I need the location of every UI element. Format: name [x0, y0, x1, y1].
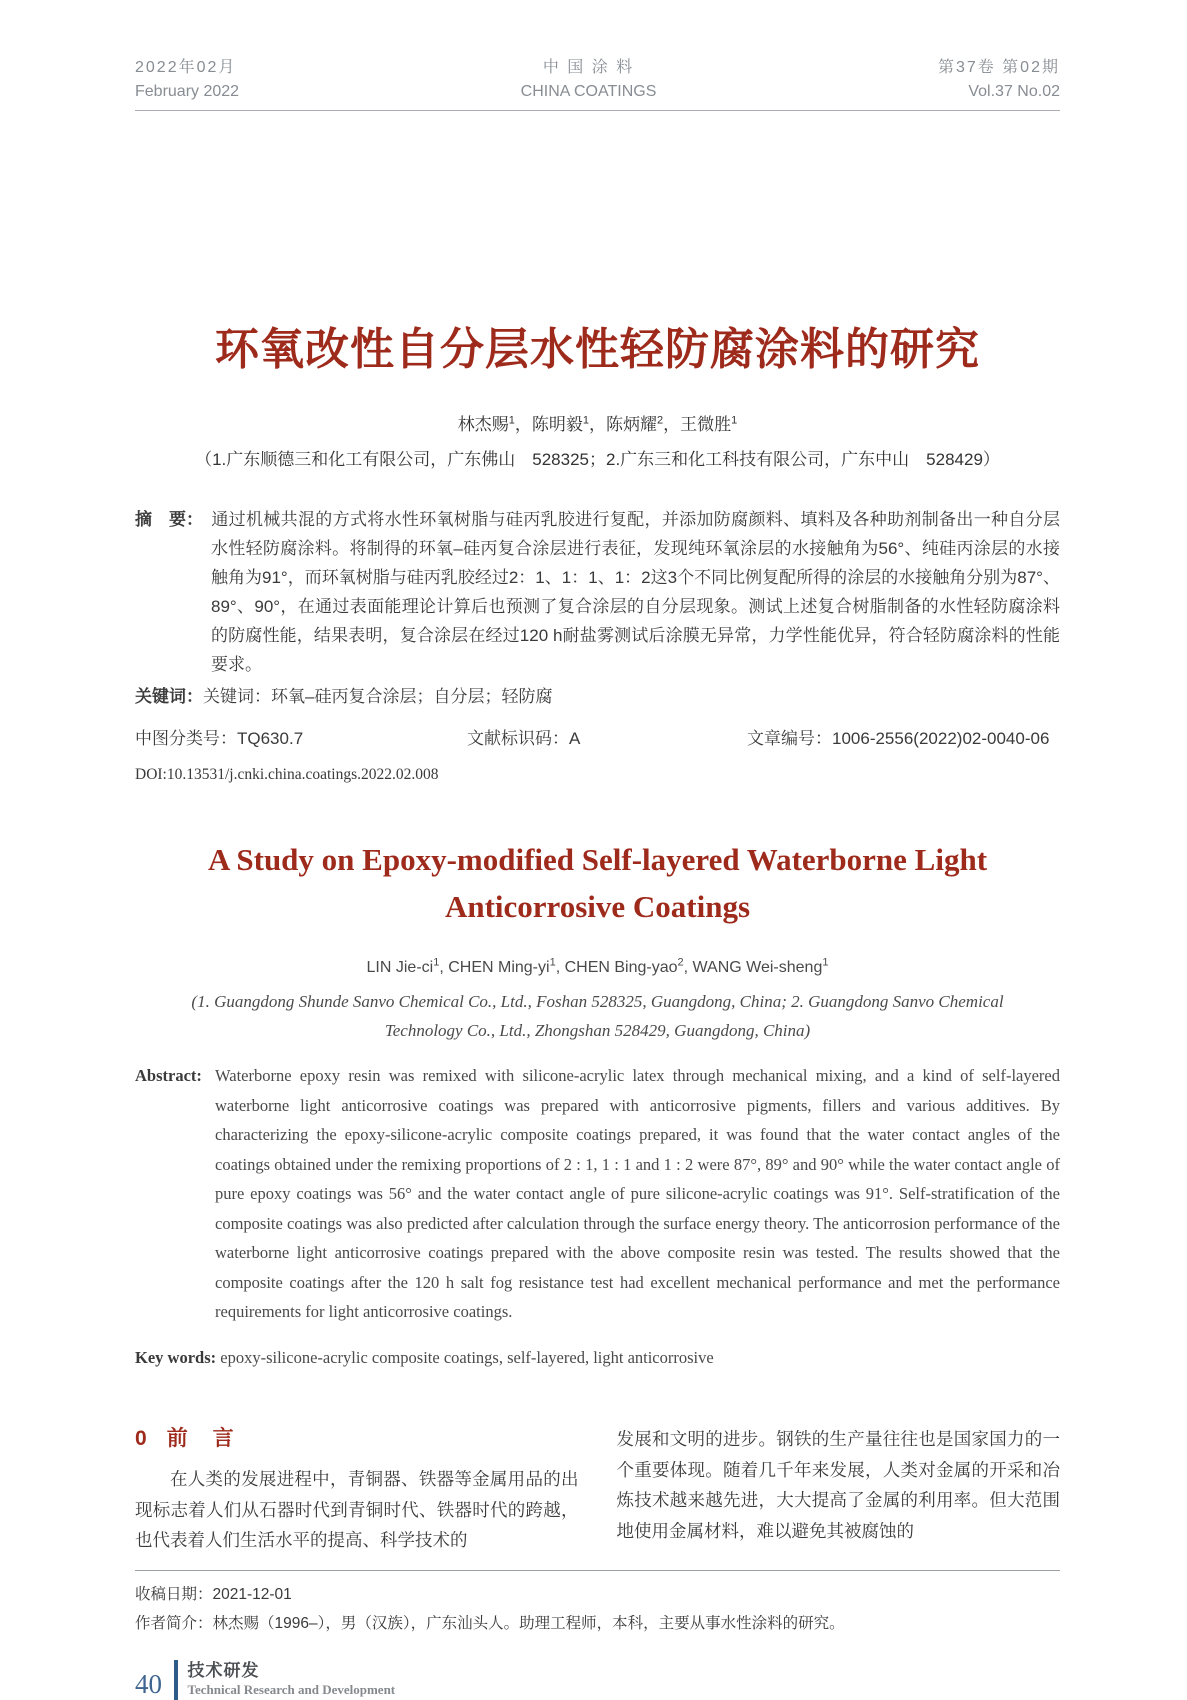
author-bio: 作者简介：林杰赐（1996–），男（汉族），广东汕头人。助理工程师，本科，主要从事水性涂料的研究。	[135, 1614, 845, 1632]
affiliation-en	[135, 987, 1060, 1045]
body-columns	[135, 1424, 1060, 1556]
body-paragraph-left: 在人类的发展进程中，青铜器、铁器等金属用品的出现标志着人们从石器时代到青铜时代、铁器时代的跨越，也代表着人们生活水平的提高、科学技术的	[135, 1469, 579, 1551]
abstract-en	[135, 1061, 1060, 1327]
footer-column-en: Technical Research and Development	[187, 1682, 396, 1698]
article-title-cn: 环氧改性自分层水性轻防腐涂料的研究	[215, 325, 980, 374]
affiliation-cn: （1.广东顺德三和化工有限公司，广东佛山 528325；2.广东三和化工科技有限公司，广东中山 528429）	[195, 450, 1000, 470]
authors-en	[135, 952, 1060, 979]
article-title-en-line2: Anticorrosive Coatings	[444, 889, 751, 925]
abstract-en-label: Abstract:	[135, 1066, 202, 1086]
footer-column-cn: 技术研发	[187, 1661, 260, 1681]
abstract-en-text: Waterborne epoxy resin was remixed with silicone-acrylic latex through mechanical mixing, and a kind of self-layered waterborne light anticorrosive coatings was prepared with anticorrosive pigments, fillers and various additives. By characterizing the epoxy-silicone-acrylic composite coatings prepared, it was found that the water contact angles of the coatings obtained under the remixing proportions of 2 : 1, 1 : 1 and 1 : 2 were 87°, 89° and 90° while the water contact angle of pure epoxy coatings was 56° and the water contact angle of pure silicone-acrylic coatings was 91°. Self-stratification of the composite coatings was also predicted after calculation through the surface energy theory. The anticorrosion performance of the waterborne light anticorrosive coatings prepared with the above composite resin was tested. The results showed that the composite coatings after the 120 h salt fog resistance test had excellent mechanical performance and met the performance requirements for light anticorrosive coatings.	[215, 1066, 1060, 1322]
keywords-en	[135, 1343, 1060, 1372]
author-en: , WANG Wei-sheng$^1$	[683, 957, 829, 977]
body-column-left	[135, 1424, 579, 1556]
journal-page	[0, 56, 1187, 1699]
author-superscript: 1	[549, 957, 556, 970]
running-head-issue	[938, 56, 1060, 104]
received-date: 收稿日期：2021-12-01	[135, 1585, 292, 1603]
issue-cn: 第37卷 第02期	[937, 59, 1060, 76]
author-superscript: 1	[433, 957, 440, 970]
author-superscript: 1	[822, 957, 829, 970]
journal-title-cn: 中 国 涂 料	[542, 59, 635, 76]
author-superscript: 2	[657, 414, 664, 427]
classification-row	[135, 726, 1060, 752]
article-title-en-line1: A Study on Epoxy-modified Self-layered Waterborne Light	[207, 842, 988, 878]
abstract-cn-text: 通过机械共混的方式将水性环氧树脂与硅丙乳胶进行复配，并添加防腐颜料、填料及各种助剂制备出一种自分层水性轻防腐涂料。将制得的环氧–硅丙复合涂层进行表征，发现纯环氧涂层的水接触角为56°、纯硅丙涂层的水接触角为91°，而环氧树脂与硅丙乳胶经过2：1、1：1、1：2这3个不同比例复配所得的涂层的水接触角分别为87°、89°、90°，在通过表面能理论计算后也预测了复合涂层的自分层现象。测试上述复合树脂制备的水性轻防腐涂料的防腐性能，结果表明，复合涂层在经过120 h耐盐雾测试后涂膜无异常，力学性能优异，符合轻防腐涂料的性能要求。	[211, 510, 1060, 675]
article-title-en	[135, 836, 1060, 930]
footer-divider-bar	[174, 1660, 178, 1700]
author-cn: ，陈炳耀$^2$	[589, 414, 664, 435]
section-heading	[135, 1424, 579, 1454]
page-footer	[135, 1660, 1060, 1700]
affiliation-en-line2: Technology Co., Ltd., Zhongshan 528429, Guangdong, China)	[384, 1021, 811, 1041]
keywords-cn-label: 关键词：	[135, 687, 203, 707]
author-en: , CHEN Ming-$yi^1$	[439, 957, 556, 977]
author-cn: 林杰赐$^1$	[457, 414, 515, 435]
abstract-cn	[135, 505, 1060, 679]
journal-title-en: CHINA COATINGS	[520, 83, 657, 100]
author-superscript: 2	[677, 957, 684, 970]
author-en: , CHEN Bing-yao$^2$	[555, 957, 684, 977]
section-number: 0	[135, 1427, 149, 1451]
author-superscript: 1	[731, 414, 738, 427]
issue-en: Vol.37 No.02	[968, 83, 1060, 100]
affiliation-en-line1: (1. Guangdong Shunde Sanvo Chemical Co., Ltd., Foshan 528325, Guangdong, China; 2. Guangdong Sanvo Chemical	[191, 992, 1004, 1012]
article-number: 文章编号：1006-2556(2022)02-0040-06	[747, 729, 1050, 749]
body-column-right	[617, 1424, 1061, 1546]
keywords-cn-text: 关键词：环氧–硅丙复合涂层；自分层；轻防腐	[203, 687, 553, 707]
author-superscript: 1	[508, 414, 515, 427]
document-code: 文献标识码：A	[467, 729, 581, 749]
footnote	[135, 1570, 1060, 1638]
keywords-cn	[135, 682, 1060, 711]
date-cn: 2022年02月	[135, 59, 237, 76]
body-paragraph-right: 发展和文明的进步。钢铁的生产量往往也是国家国力的一个重要体现。随着几千年来发展，人类对金属的开采和冶炼技术越来越先进，大大提高了金属的利用率。但大范围地使用金属材料，难以避免其被腐蚀的	[616, 1429, 1060, 1541]
keywords-en-text: epoxy-silicone-acrylic composite coatings, self-layered, light anticorrosive	[220, 1348, 714, 1368]
author-en: LIN Jie-$ci^1$	[366, 957, 440, 977]
running-head-journal	[521, 56, 657, 104]
doi: DOI:10.13531/j.cnki.china.coatings.2022.02.008	[135, 766, 439, 784]
page-number: 40	[135, 1668, 162, 1699]
section-title: 前 言	[166, 1427, 236, 1451]
authors-cn	[135, 408, 1060, 437]
running-head	[135, 56, 1060, 111]
author-superscript: 1	[582, 414, 589, 427]
author-cn: ，王微胜$^1$	[663, 414, 738, 435]
keywords-en-label: Key words:	[135, 1348, 217, 1368]
footer-column-name	[188, 1660, 396, 1699]
running-head-date	[135, 56, 239, 104]
abstract-cn-label: 摘 要：	[135, 510, 203, 530]
clc-number: 中图分类号：TQ630.7	[135, 729, 304, 749]
author-cn: ，陈明毅$^1$	[514, 414, 589, 435]
date-en: February 2022	[135, 83, 240, 100]
